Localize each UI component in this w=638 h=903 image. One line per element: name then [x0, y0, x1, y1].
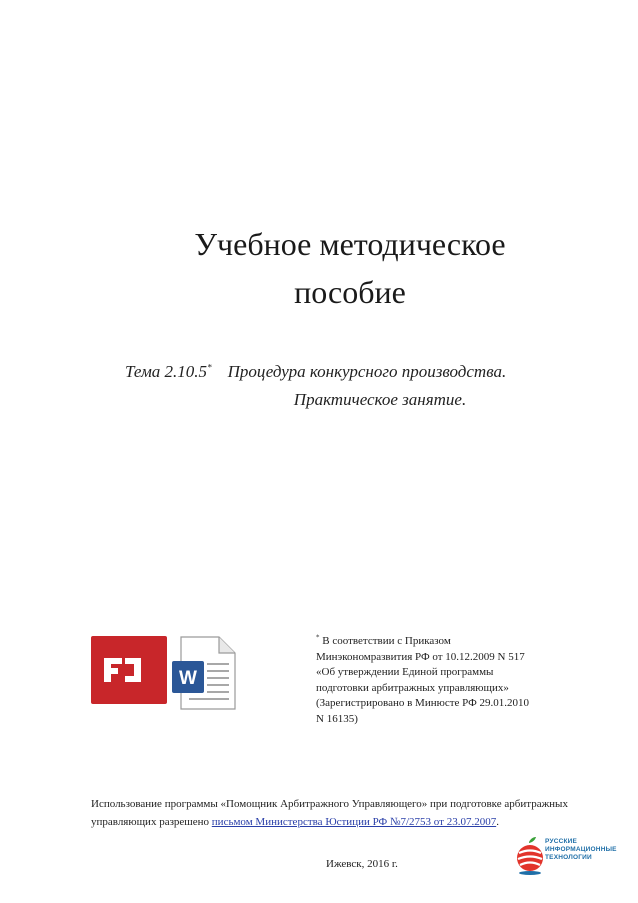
- word-document-icon: [171, 636, 237, 710]
- title-line-2: пособие: [294, 274, 406, 310]
- document-title: [60, 220, 638, 316]
- footnote-line-6: N 16135): [316, 712, 358, 725]
- usage-text: Использование программы «Помощник Арбитражного Управляющего» при подготовке арбитражных управляющих разрешено: [91, 798, 568, 828]
- svg-text:W: W: [179, 668, 197, 689]
- topic-line-2: Практическое занятие.: [293, 390, 467, 409]
- ministry-letter-link[interactable]: письмом Министерства Юстиции РФ №7/2753 от 23.07.2007: [211, 816, 497, 828]
- topic-subtitle: [80, 358, 638, 414]
- usage-note: [91, 795, 581, 831]
- footnote-marker: *: [316, 633, 320, 642]
- title-line-1: Учебное методическое: [194, 226, 506, 262]
- footnote-line-3: «Об утверждении Единой программы: [316, 666, 494, 678]
- topic-line-1: [80, 358, 638, 386]
- footnote-line-4: подготовки арбитражных управляющих»: [316, 681, 509, 694]
- f1-logo-icon: [91, 636, 167, 704]
- rit-logo-text: РУССКИЕ ИНФОРМАЦИОННЫЕ ТЕХНОЛОГИИ: [545, 838, 617, 861]
- footnote-line-1: * В соответствии с Приказом: [316, 633, 451, 647]
- rit-apple-logo-icon: [515, 832, 625, 882]
- topic-footnote-marker: *: [207, 362, 212, 373]
- footnote: [316, 634, 576, 727]
- footnote-line-2: Минэкономразвития РФ от 10.12.2009 N 517: [316, 650, 525, 663]
- usage-text-end: .: [496, 816, 499, 828]
- topic-title: Процедура конкурсного производства.: [227, 362, 507, 381]
- city-year: Ижевск, 2016 г.: [326, 858, 398, 870]
- footnote-line-5: (Зарегистрировано в Минюсте РФ 29.01.2010: [316, 697, 530, 709]
- topic-prefix: Тема 2.10.5: [125, 362, 208, 381]
